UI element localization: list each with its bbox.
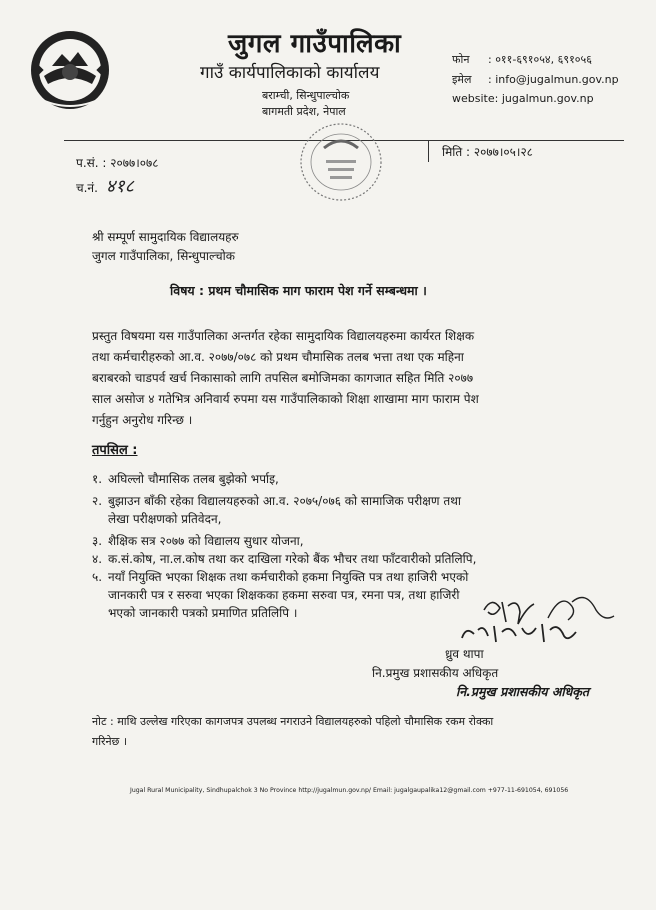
reference-number: प.सं. : २०७७।०७८ (76, 156, 159, 170)
email-value: : info@jugalmun.gov.np (488, 73, 619, 86)
list-item-continuation: लेखा परीक्षणको प्रतिवेदन, (108, 512, 222, 526)
signer-stamp-title: नि.प्रमुख प्रशासकीय अधिकृत (456, 684, 590, 699)
signer-name: ध्रुव थापा (445, 647, 484, 661)
body-line: तथा कर्मचारीहरुको आ.व. २०७७/०७८ को प्रथम चौमासिक तलब भत्ता तथा एक महिना (92, 350, 464, 364)
list-item-number: ४. (92, 552, 103, 566)
list-item-number: ३. (92, 534, 103, 548)
email-contact (452, 72, 619, 87)
email-label: इमेल (452, 73, 472, 86)
dispatch-handwritten-number: ४१८ (105, 176, 135, 197)
phone-label: फोन (452, 53, 470, 66)
body-line: गर्नुहुन अनुरोध गरिन्छ । (92, 413, 193, 427)
list-item-number: १. (92, 472, 103, 486)
signer-title: नि.प्रमुख प्रशासकीय अधिकृत (372, 666, 499, 680)
list-item-text: नयाँ नियुक्ति भएका शिक्षक तथा कर्मचारीको हकमा नियुक्ति पत्र तथा हाजिरी भएको (108, 570, 469, 584)
footer-contact: Jugal Rural Municipality, Sindhupalchok 3 No Province http://jugalmun.gov.np/ Email: jugalgaupalika12@gmail.com +977-11-691054, 691056 (130, 787, 569, 794)
note-line: नोट : माथि उल्लेख गरिएका कागजपत्र उपलब्ध नगराउने विद्यालयहरुको पहिलो चौमासिक रकम रोक्का (92, 715, 494, 728)
tapasil-heading: तपसिल : (92, 443, 138, 458)
recipient-line-1: श्री सम्पूर्ण सामुदायिक विद्यालयहरु (92, 230, 239, 244)
body-line: साल असोज ४ गतेभित्र अनिवार्य रुपमा यस गाउँपालिकाको शिक्षा शाखामा माग फाराम पेश (92, 392, 479, 406)
body-paragraph (92, 326, 592, 431)
phone-contact (452, 52, 592, 67)
body-line: बराबरको चाडपर्व खर्च निकासाको लागि तपसिल बमोजिमका कागजात सहित मिति २०७७ (92, 371, 474, 385)
dispatch-label: च.नं. (76, 181, 98, 195)
office-name: गाउँ कार्यपालिकाको कार्यालय (200, 63, 380, 83)
list-item (92, 550, 476, 568)
municipality-logo-icon (28, 28, 112, 112)
list-item-text: अघिल्लो चौमासिक तलब बुझेको भर्पाइ, (108, 472, 279, 486)
letter-date: मिति : २०७७।०५।२८ (442, 145, 533, 159)
body-line: प्रस्तुत विषयमा यस गाउँपालिका अन्तर्गत रहेका सामुदायिक विद्यालयहरुमा कार्यरत शिक्षक (92, 329, 475, 343)
signature-icon (448, 588, 618, 650)
org-title: जुगल गाउँपालिका (228, 29, 402, 59)
address-line-2: बागमती प्रदेश, नेपाल (262, 105, 346, 118)
subject-line: विषय : प्रथम चौमासिक माग फाराम पेश गर्ने सम्बन्धमा । (170, 283, 427, 298)
note-paragraph (92, 712, 612, 752)
dispatch-number (76, 174, 134, 198)
list-item-text: बुझाउन बाँकी रहेका विद्यालयहरुको आ.व. २०७५/०७६ को सामाजिक परीक्षण तथा (108, 494, 461, 508)
phone-value: : ०११-६९१०५४, ६९१०५६ (488, 53, 592, 66)
list-item (92, 568, 468, 586)
note-line: गरिनेछ । (92, 735, 128, 748)
address-line-1: बराम्ची, सिन्धुपाल्चोक (262, 89, 350, 102)
list-item-continuation: जानकारी पत्र र सरुवा भएका शिक्षकका हकमा सरुवा पत्र, रमना पत्र, तथा हाजिरी (108, 588, 460, 602)
list-item-text: क.सं.कोष, ना.ल.कोष तथा कर दाखिला गरेको बैंक भौचर तथा फाँटवारीको प्रतिलिपि, (108, 552, 477, 566)
list-item (92, 492, 461, 510)
recipient-line-2: जुगल गाउँपालिका, सिन्धुपाल्चोक (92, 249, 235, 263)
list-item-number: २. (92, 494, 103, 508)
list-item (92, 532, 304, 550)
list-item-number: ५. (92, 570, 103, 584)
list-item-text: शैक्षिक सत्र २०७७ को विद्यालय सुधार योजना, (108, 534, 304, 548)
website-link[interactable]: website: jugalmun.gov.np (452, 92, 594, 105)
list-item-continuation: भएको जानकारी पत्रको प्रमाणित प्रतिलिपि । (108, 606, 298, 620)
office-stamp-icon (296, 118, 386, 206)
list-item (92, 470, 279, 488)
